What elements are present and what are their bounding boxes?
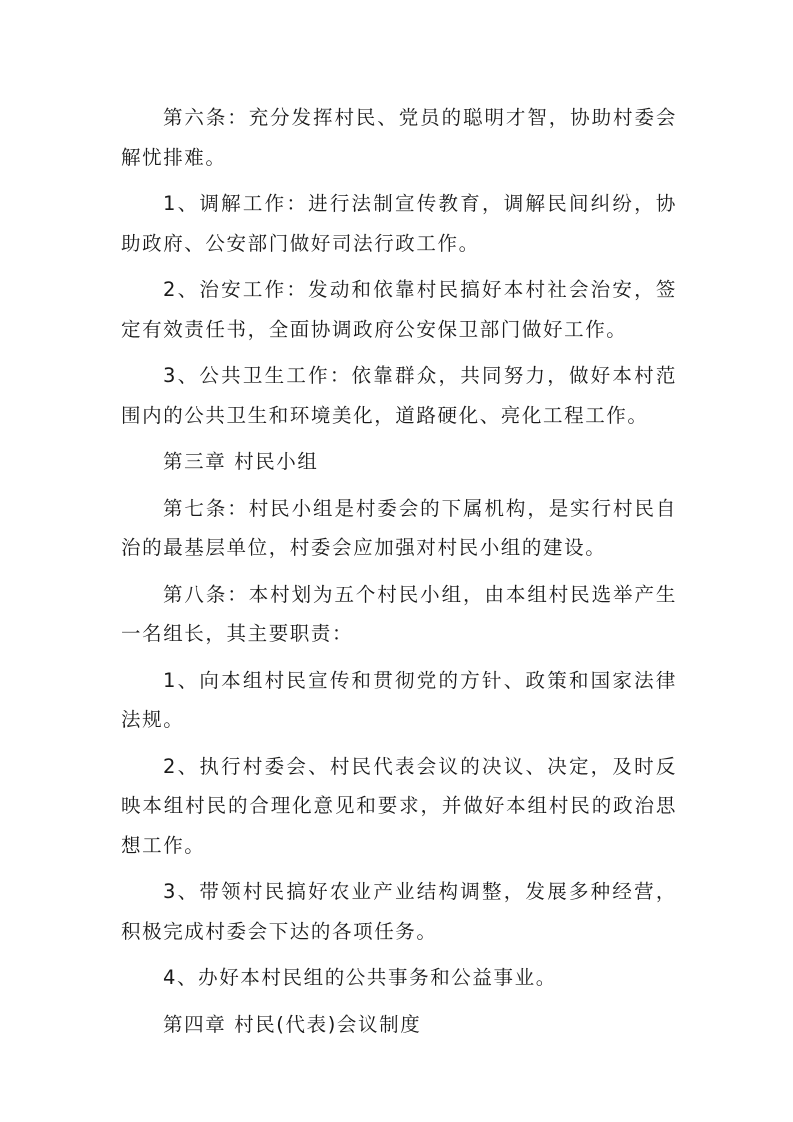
chapter-heading-4: 第四章 村民(代表)会议制度 xyxy=(163,1012,422,1036)
paragraph-article-8: 第八条：本村划为五个村民小组，由本组村民选举产生一名组长，其主要职责： xyxy=(121,582,677,645)
paragraph-duty-2: 2、执行村委会、村民代表会议的决议、决定，及时反映本组村民的合理化意见和要求，并做好本组村民的政治思想工作。 xyxy=(121,754,677,857)
paragraph-duty-1: 1、向本组村民宣传和贯彻党的方针、政策和国家法律法规。 xyxy=(121,668,677,731)
paragraph-public-health-work: 3、公共卫生工作：依靠群众，共同努力，做好本村范围内的公共卫生和环境美化，道路硬化、亮化工程工作。 xyxy=(121,364,677,427)
paragraph-duty-4: 4、办好本村民组的公共事务和公益事业。 xyxy=(163,966,557,989)
paragraph-article-6: 第六条：充分发挥村民、党员的聪明才智，协助村委会解忧排难。 xyxy=(121,106,677,169)
paragraph-mediation-work: 1、调解工作：进行法制宣传教育，调解民间纠纷，协助政府、公安部门做好司法行政工作。 xyxy=(121,192,677,255)
document-body xyxy=(121,98,677,1044)
paragraph-public-security-work: 2、治安工作：发动和依靠村民搞好本村社会治安，签定有效责任书，全面协调政府公安保卫部门做好工作。 xyxy=(121,278,677,341)
chapter-heading-3: 第三章 村民小组 xyxy=(163,450,319,473)
paragraph-article-7: 第七条：村民小组是村委会的下属机构，是实行村民自治的最基层单位，村委会应加强对村民小组的建设。 xyxy=(121,496,677,559)
paragraph-duty-3: 3、带领村民搞好农业产业结构调整，发展多种经营，积极完成村委会下达的各项任务。 xyxy=(121,880,677,943)
